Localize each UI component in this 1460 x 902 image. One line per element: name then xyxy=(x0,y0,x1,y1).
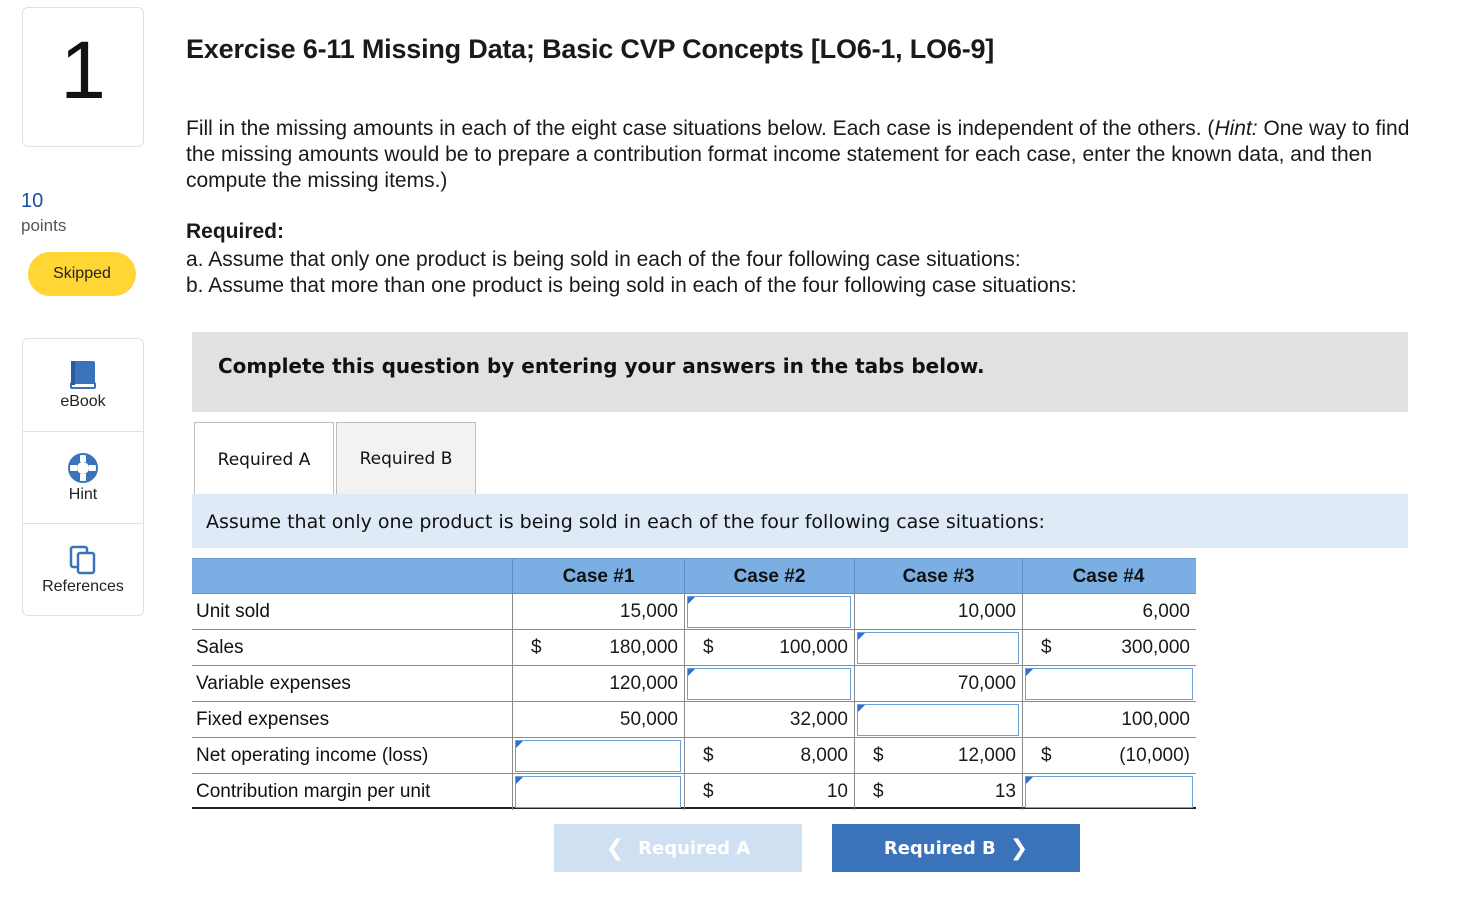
prev-required-button[interactable] xyxy=(554,824,802,872)
table-row xyxy=(192,593,1196,629)
table-row xyxy=(192,665,1196,701)
cell-value: 6,000 xyxy=(1142,601,1190,622)
question-number-box xyxy=(22,7,144,147)
column-header-case-1: Case #1 xyxy=(512,559,684,595)
cell-value: 100,000 xyxy=(779,637,848,658)
cell-value: 15,000 xyxy=(619,601,678,622)
cell-value: 100,000 xyxy=(1121,709,1190,730)
references-label: References xyxy=(42,578,124,595)
dollar-sign: $ xyxy=(703,781,714,802)
cell-value: 10,000 xyxy=(957,601,1016,622)
tab-required-b[interactable] xyxy=(336,422,476,496)
answer-input[interactable] xyxy=(857,704,1019,736)
tab-prompt-text: Assume that only one product is being sold in each of the four following case situations: xyxy=(206,511,1045,533)
table-cell xyxy=(854,630,1022,666)
status-badge-label: Skipped xyxy=(53,265,111,282)
dollar-sign: $ xyxy=(703,637,714,658)
intro-hint-word: Hint: xyxy=(1214,117,1258,140)
table-cell xyxy=(684,702,854,738)
cell-value: 300,000 xyxy=(1121,637,1190,658)
answer-input[interactable] xyxy=(515,776,681,808)
next-required-button[interactable] xyxy=(832,824,1080,872)
answer-input[interactable] xyxy=(687,668,851,700)
table-row xyxy=(192,629,1196,665)
cell-value: (10,000) xyxy=(1119,745,1190,766)
copy-icon xyxy=(69,544,97,576)
table-row xyxy=(192,773,1196,809)
hint-label: Hint xyxy=(68,486,98,503)
intro-rest: One way to find the missing amounts would be to prepare a contribution format income statement for each case, enter the known data, and then compute the missing items.) xyxy=(186,117,1410,192)
book-icon xyxy=(69,359,97,391)
input-marker-icon xyxy=(688,669,695,676)
cell-value: 12,000 xyxy=(957,745,1016,766)
points-value: 10 xyxy=(21,190,44,212)
tab-required-a-label: Required A xyxy=(217,449,311,470)
intro-paragraph xyxy=(186,116,1416,194)
prev-required-label: Required A xyxy=(638,837,751,859)
tools-panel xyxy=(22,338,144,616)
table-cell xyxy=(512,738,684,774)
points-label: points xyxy=(21,216,67,235)
column-header-case-2: Case #2 xyxy=(684,559,854,595)
tab-required-b-label: Required B xyxy=(359,449,453,469)
table-row xyxy=(192,701,1196,737)
cell-value: 70,000 xyxy=(957,673,1016,694)
tab-prompt xyxy=(192,494,1408,548)
answer-input[interactable] xyxy=(857,632,1019,664)
table-cell xyxy=(684,666,854,702)
ebook-button[interactable] xyxy=(23,339,143,431)
intro-main: Fill in the missing amounts in each of the eight case situations below. Each case is independent of the others. ( xyxy=(186,117,1215,140)
instruction-banner xyxy=(192,332,1408,412)
table-cell xyxy=(1022,630,1196,666)
chevron-right-icon: ❯ xyxy=(1009,835,1029,861)
table-cell xyxy=(684,630,854,666)
table-header xyxy=(192,558,1196,594)
answer-input[interactable] xyxy=(1025,776,1193,808)
cell-value: 10 xyxy=(826,781,848,802)
column-header-case-4: Case #4 xyxy=(1022,559,1194,595)
dollar-sign: $ xyxy=(1041,745,1052,766)
table-row xyxy=(192,737,1196,773)
dollar-sign: $ xyxy=(873,781,884,802)
tab-required-a[interactable] xyxy=(194,422,334,496)
table-cell xyxy=(512,774,684,810)
lifebuoy-icon xyxy=(67,452,99,484)
references-button[interactable] xyxy=(23,523,143,615)
table-cell xyxy=(684,738,854,774)
chevron-left-icon: ❮ xyxy=(605,835,625,861)
dollar-sign: $ xyxy=(873,745,884,766)
input-marker-icon xyxy=(858,705,865,712)
input-marker-icon xyxy=(858,633,865,640)
table-cell xyxy=(854,702,1022,738)
dollar-sign: $ xyxy=(703,745,714,766)
required-heading: Required: xyxy=(186,220,285,243)
table-cell xyxy=(1022,774,1196,810)
cell-value: 180,000 xyxy=(609,637,678,658)
hint-button[interactable] xyxy=(23,431,143,523)
required-b-text: b. Assume that more than one product is being sold in each of the four following case situations: xyxy=(186,274,1077,297)
table-cell xyxy=(512,666,684,702)
ebook-label: eBook xyxy=(60,393,106,410)
table-cell xyxy=(512,630,684,666)
table-cell xyxy=(854,666,1022,702)
answer-input[interactable] xyxy=(1025,668,1193,700)
input-marker-icon xyxy=(516,777,523,784)
question-number: 1 xyxy=(60,25,106,116)
cell-value: 8,000 xyxy=(800,745,848,766)
answer-input[interactable] xyxy=(687,596,851,628)
input-marker-icon xyxy=(516,741,523,748)
table-cell xyxy=(854,774,1022,810)
answer-input[interactable] xyxy=(515,740,681,772)
table-cell xyxy=(684,594,854,630)
column-header-case-3: Case #3 xyxy=(854,559,1022,595)
dollar-sign: $ xyxy=(531,637,542,658)
row-label: Fixed expenses xyxy=(196,709,330,730)
input-marker-icon xyxy=(1026,777,1033,784)
next-required-label: Required B xyxy=(883,837,996,859)
table-cell xyxy=(1022,738,1196,774)
status-badge xyxy=(28,252,136,296)
input-marker-icon xyxy=(688,597,695,604)
row-label: Variable expenses xyxy=(196,673,351,694)
table-cell xyxy=(854,738,1022,774)
row-label: Sales xyxy=(196,637,244,658)
table-cell xyxy=(684,774,854,810)
table-cell xyxy=(512,702,684,738)
table-cell xyxy=(1022,594,1196,630)
cell-value: 50,000 xyxy=(619,709,678,730)
required-a-text: a. Assume that only one product is being sold in each of the four following case situations: xyxy=(186,248,1021,271)
dollar-sign: $ xyxy=(1041,637,1052,658)
exercise-title: Exercise 6-11 Missing Data; Basic CVP Concepts [LO6-1, LO6-9] xyxy=(186,34,995,64)
cell-value: 32,000 xyxy=(789,709,848,730)
instruction-banner-text: Complete this question by entering your answers in the tabs below. xyxy=(218,354,985,378)
cell-value: 13 xyxy=(994,781,1016,802)
row-label: Unit sold xyxy=(196,601,270,622)
row-label: Net operating income (loss) xyxy=(196,745,429,766)
table-cell xyxy=(512,594,684,630)
input-marker-icon xyxy=(1026,669,1033,676)
table-cell xyxy=(1022,666,1196,702)
table-cell xyxy=(854,594,1022,630)
row-label: Contribution margin per unit xyxy=(196,781,431,802)
table-cell xyxy=(1022,702,1196,738)
cell-value: 120,000 xyxy=(609,673,678,694)
